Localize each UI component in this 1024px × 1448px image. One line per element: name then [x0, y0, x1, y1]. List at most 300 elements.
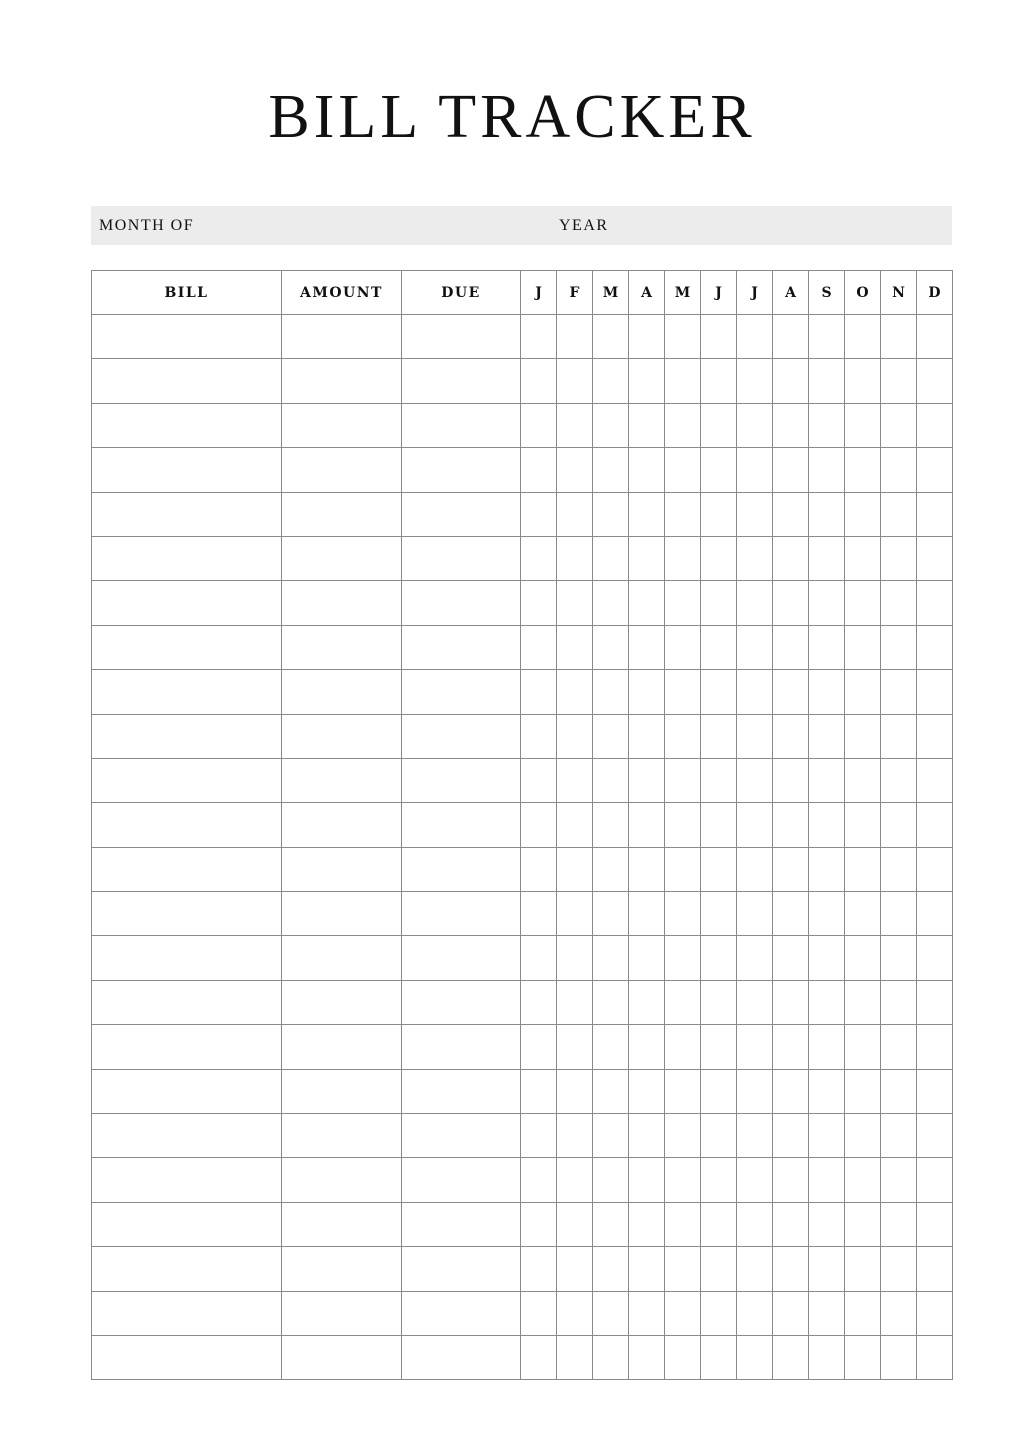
- bill-cell[interactable]: [92, 936, 282, 980]
- amount-cell[interactable]: [282, 670, 402, 714]
- jan-cell[interactable]: [521, 359, 557, 403]
- oct-cell[interactable]: [845, 892, 881, 936]
- sep-cell[interactable]: [809, 1114, 845, 1158]
- may-cell[interactable]: [665, 581, 701, 625]
- aug-cell[interactable]: [773, 803, 809, 847]
- apr-cell[interactable]: [629, 670, 665, 714]
- feb-cell[interactable]: [557, 936, 593, 980]
- due-cell[interactable]: [402, 581, 521, 625]
- may-cell[interactable]: [665, 403, 701, 447]
- nov-cell[interactable]: [881, 1247, 917, 1291]
- feb-cell[interactable]: [557, 581, 593, 625]
- amount-cell[interactable]: [282, 1114, 402, 1158]
- oct-cell[interactable]: [845, 1247, 881, 1291]
- jan-cell[interactable]: [521, 492, 557, 536]
- jun-cell[interactable]: [701, 803, 737, 847]
- mar-cell[interactable]: [593, 892, 629, 936]
- oct-cell[interactable]: [845, 847, 881, 891]
- apr-cell[interactable]: [629, 359, 665, 403]
- due-cell[interactable]: [402, 1158, 521, 1202]
- dec-cell[interactable]: [917, 1202, 953, 1246]
- feb-cell[interactable]: [557, 315, 593, 359]
- dec-cell[interactable]: [917, 492, 953, 536]
- due-cell[interactable]: [402, 758, 521, 802]
- due-cell[interactable]: [402, 315, 521, 359]
- feb-cell[interactable]: [557, 892, 593, 936]
- oct-cell[interactable]: [845, 448, 881, 492]
- jul-cell[interactable]: [737, 670, 773, 714]
- nov-cell[interactable]: [881, 1335, 917, 1379]
- amount-cell[interactable]: [282, 714, 402, 758]
- mar-cell[interactable]: [593, 758, 629, 802]
- bill-cell[interactable]: [92, 581, 282, 625]
- sep-cell[interactable]: [809, 670, 845, 714]
- jun-cell[interactable]: [701, 1025, 737, 1069]
- aug-cell[interactable]: [773, 1158, 809, 1202]
- jun-cell[interactable]: [701, 847, 737, 891]
- jan-cell[interactable]: [521, 803, 557, 847]
- bill-cell[interactable]: [92, 803, 282, 847]
- may-cell[interactable]: [665, 359, 701, 403]
- aug-cell[interactable]: [773, 359, 809, 403]
- feb-cell[interactable]: [557, 847, 593, 891]
- apr-cell[interactable]: [629, 758, 665, 802]
- apr-cell[interactable]: [629, 980, 665, 1024]
- bill-cell[interactable]: [92, 1335, 282, 1379]
- bill-cell[interactable]: [92, 980, 282, 1024]
- aug-cell[interactable]: [773, 670, 809, 714]
- feb-cell[interactable]: [557, 1202, 593, 1246]
- may-cell[interactable]: [665, 1158, 701, 1202]
- jun-cell[interactable]: [701, 1202, 737, 1246]
- jun-cell[interactable]: [701, 892, 737, 936]
- mar-cell[interactable]: [593, 1114, 629, 1158]
- dec-cell[interactable]: [917, 403, 953, 447]
- jul-cell[interactable]: [737, 1202, 773, 1246]
- aug-cell[interactable]: [773, 1069, 809, 1113]
- bill-cell[interactable]: [92, 714, 282, 758]
- due-cell[interactable]: [402, 403, 521, 447]
- apr-cell[interactable]: [629, 403, 665, 447]
- due-cell[interactable]: [402, 536, 521, 580]
- jul-cell[interactable]: [737, 1335, 773, 1379]
- apr-cell[interactable]: [629, 448, 665, 492]
- aug-cell[interactable]: [773, 448, 809, 492]
- feb-cell[interactable]: [557, 803, 593, 847]
- jul-cell[interactable]: [737, 1114, 773, 1158]
- oct-cell[interactable]: [845, 758, 881, 802]
- bill-cell[interactable]: [92, 403, 282, 447]
- dec-cell[interactable]: [917, 1114, 953, 1158]
- dec-cell[interactable]: [917, 847, 953, 891]
- amount-cell[interactable]: [282, 448, 402, 492]
- amount-cell[interactable]: [282, 1247, 402, 1291]
- jan-cell[interactable]: [521, 1025, 557, 1069]
- nov-cell[interactable]: [881, 670, 917, 714]
- amount-cell[interactable]: [282, 1291, 402, 1335]
- may-cell[interactable]: [665, 1025, 701, 1069]
- mar-cell[interactable]: [593, 803, 629, 847]
- sep-cell[interactable]: [809, 1247, 845, 1291]
- feb-cell[interactable]: [557, 1025, 593, 1069]
- nov-cell[interactable]: [881, 847, 917, 891]
- jun-cell[interactable]: [701, 492, 737, 536]
- dec-cell[interactable]: [917, 803, 953, 847]
- aug-cell[interactable]: [773, 492, 809, 536]
- oct-cell[interactable]: [845, 714, 881, 758]
- jan-cell[interactable]: [521, 758, 557, 802]
- apr-cell[interactable]: [629, 847, 665, 891]
- oct-cell[interactable]: [845, 1291, 881, 1335]
- mar-cell[interactable]: [593, 581, 629, 625]
- jan-cell[interactable]: [521, 670, 557, 714]
- oct-cell[interactable]: [845, 625, 881, 669]
- may-cell[interactable]: [665, 536, 701, 580]
- jan-cell[interactable]: [521, 1069, 557, 1113]
- dec-cell[interactable]: [917, 1069, 953, 1113]
- amount-cell[interactable]: [282, 403, 402, 447]
- nov-cell[interactable]: [881, 1069, 917, 1113]
- apr-cell[interactable]: [629, 1025, 665, 1069]
- amount-cell[interactable]: [282, 1202, 402, 1246]
- oct-cell[interactable]: [845, 803, 881, 847]
- oct-cell[interactable]: [845, 315, 881, 359]
- oct-cell[interactable]: [845, 936, 881, 980]
- may-cell[interactable]: [665, 1069, 701, 1113]
- feb-cell[interactable]: [557, 1158, 593, 1202]
- aug-cell[interactable]: [773, 892, 809, 936]
- mar-cell[interactable]: [593, 847, 629, 891]
- dec-cell[interactable]: [917, 758, 953, 802]
- jan-cell[interactable]: [521, 714, 557, 758]
- oct-cell[interactable]: [845, 980, 881, 1024]
- jul-cell[interactable]: [737, 581, 773, 625]
- sep-cell[interactable]: [809, 847, 845, 891]
- nov-cell[interactable]: [881, 403, 917, 447]
- sep-cell[interactable]: [809, 1202, 845, 1246]
- feb-cell[interactable]: [557, 980, 593, 1024]
- jul-cell[interactable]: [737, 980, 773, 1024]
- amount-cell[interactable]: [282, 625, 402, 669]
- due-cell[interactable]: [402, 448, 521, 492]
- dec-cell[interactable]: [917, 1247, 953, 1291]
- may-cell[interactable]: [665, 1202, 701, 1246]
- oct-cell[interactable]: [845, 1335, 881, 1379]
- aug-cell[interactable]: [773, 581, 809, 625]
- may-cell[interactable]: [665, 847, 701, 891]
- bill-cell[interactable]: [92, 625, 282, 669]
- jun-cell[interactable]: [701, 403, 737, 447]
- aug-cell[interactable]: [773, 1247, 809, 1291]
- feb-cell[interactable]: [557, 714, 593, 758]
- jul-cell[interactable]: [737, 359, 773, 403]
- sep-cell[interactable]: [809, 980, 845, 1024]
- apr-cell[interactable]: [629, 492, 665, 536]
- nov-cell[interactable]: [881, 1291, 917, 1335]
- jul-cell[interactable]: [737, 758, 773, 802]
- oct-cell[interactable]: [845, 1158, 881, 1202]
- jun-cell[interactable]: [701, 1114, 737, 1158]
- apr-cell[interactable]: [629, 1069, 665, 1113]
- jan-cell[interactable]: [521, 847, 557, 891]
- oct-cell[interactable]: [845, 1069, 881, 1113]
- jan-cell[interactable]: [521, 581, 557, 625]
- mar-cell[interactable]: [593, 714, 629, 758]
- feb-cell[interactable]: [557, 359, 593, 403]
- due-cell[interactable]: [402, 1335, 521, 1379]
- aug-cell[interactable]: [773, 936, 809, 980]
- jan-cell[interactable]: [521, 936, 557, 980]
- may-cell[interactable]: [665, 936, 701, 980]
- oct-cell[interactable]: [845, 1114, 881, 1158]
- may-cell[interactable]: [665, 758, 701, 802]
- feb-cell[interactable]: [557, 1335, 593, 1379]
- amount-cell[interactable]: [282, 1335, 402, 1379]
- sep-cell[interactable]: [809, 892, 845, 936]
- mar-cell[interactable]: [593, 1158, 629, 1202]
- apr-cell[interactable]: [629, 1158, 665, 1202]
- bill-cell[interactable]: [92, 847, 282, 891]
- sep-cell[interactable]: [809, 803, 845, 847]
- due-cell[interactable]: [402, 1069, 521, 1113]
- may-cell[interactable]: [665, 492, 701, 536]
- oct-cell[interactable]: [845, 1202, 881, 1246]
- jun-cell[interactable]: [701, 536, 737, 580]
- apr-cell[interactable]: [629, 803, 665, 847]
- bill-cell[interactable]: [92, 1247, 282, 1291]
- jan-cell[interactable]: [521, 1291, 557, 1335]
- oct-cell[interactable]: [845, 492, 881, 536]
- dec-cell[interactable]: [917, 1025, 953, 1069]
- jul-cell[interactable]: [737, 448, 773, 492]
- sep-cell[interactable]: [809, 359, 845, 403]
- due-cell[interactable]: [402, 892, 521, 936]
- feb-cell[interactable]: [557, 1114, 593, 1158]
- jan-cell[interactable]: [521, 1114, 557, 1158]
- bill-cell[interactable]: [92, 359, 282, 403]
- apr-cell[interactable]: [629, 1291, 665, 1335]
- may-cell[interactable]: [665, 625, 701, 669]
- nov-cell[interactable]: [881, 714, 917, 758]
- jun-cell[interactable]: [701, 1335, 737, 1379]
- may-cell[interactable]: [665, 1335, 701, 1379]
- apr-cell[interactable]: [629, 315, 665, 359]
- jan-cell[interactable]: [521, 980, 557, 1024]
- mar-cell[interactable]: [593, 1069, 629, 1113]
- may-cell[interactable]: [665, 892, 701, 936]
- bill-cell[interactable]: [92, 315, 282, 359]
- sep-cell[interactable]: [809, 758, 845, 802]
- due-cell[interactable]: [402, 1291, 521, 1335]
- aug-cell[interactable]: [773, 1025, 809, 1069]
- jun-cell[interactable]: [701, 581, 737, 625]
- jan-cell[interactable]: [521, 625, 557, 669]
- sep-cell[interactable]: [809, 1069, 845, 1113]
- jun-cell[interactable]: [701, 980, 737, 1024]
- dec-cell[interactable]: [917, 714, 953, 758]
- mar-cell[interactable]: [593, 1335, 629, 1379]
- jan-cell[interactable]: [521, 1202, 557, 1246]
- nov-cell[interactable]: [881, 936, 917, 980]
- mar-cell[interactable]: [593, 359, 629, 403]
- due-cell[interactable]: [402, 847, 521, 891]
- aug-cell[interactable]: [773, 1335, 809, 1379]
- apr-cell[interactable]: [629, 1335, 665, 1379]
- aug-cell[interactable]: [773, 1291, 809, 1335]
- jul-cell[interactable]: [737, 492, 773, 536]
- dec-cell[interactable]: [917, 1335, 953, 1379]
- jun-cell[interactable]: [701, 448, 737, 492]
- nov-cell[interactable]: [881, 758, 917, 802]
- may-cell[interactable]: [665, 670, 701, 714]
- sep-cell[interactable]: [809, 1025, 845, 1069]
- jun-cell[interactable]: [701, 936, 737, 980]
- bill-cell[interactable]: [92, 670, 282, 714]
- jul-cell[interactable]: [737, 1158, 773, 1202]
- apr-cell[interactable]: [629, 936, 665, 980]
- mar-cell[interactable]: [593, 1291, 629, 1335]
- sep-cell[interactable]: [809, 403, 845, 447]
- nov-cell[interactable]: [881, 492, 917, 536]
- bill-cell[interactable]: [92, 892, 282, 936]
- may-cell[interactable]: [665, 714, 701, 758]
- aug-cell[interactable]: [773, 847, 809, 891]
- nov-cell[interactable]: [881, 359, 917, 403]
- due-cell[interactable]: [402, 980, 521, 1024]
- bill-cell[interactable]: [92, 536, 282, 580]
- bill-cell[interactable]: [92, 1291, 282, 1335]
- sep-cell[interactable]: [809, 448, 845, 492]
- feb-cell[interactable]: [557, 536, 593, 580]
- jul-cell[interactable]: [737, 1025, 773, 1069]
- mar-cell[interactable]: [593, 625, 629, 669]
- may-cell[interactable]: [665, 315, 701, 359]
- dec-cell[interactable]: [917, 315, 953, 359]
- mar-cell[interactable]: [593, 1202, 629, 1246]
- amount-cell[interactable]: [282, 492, 402, 536]
- apr-cell[interactable]: [629, 581, 665, 625]
- amount-cell[interactable]: [282, 536, 402, 580]
- amount-cell[interactable]: [282, 1025, 402, 1069]
- jul-cell[interactable]: [737, 847, 773, 891]
- bill-cell[interactable]: [92, 1025, 282, 1069]
- jun-cell[interactable]: [701, 625, 737, 669]
- sep-cell[interactable]: [809, 492, 845, 536]
- sep-cell[interactable]: [809, 625, 845, 669]
- bill-cell[interactable]: [92, 758, 282, 802]
- jun-cell[interactable]: [701, 1291, 737, 1335]
- nov-cell[interactable]: [881, 980, 917, 1024]
- feb-cell[interactable]: [557, 1069, 593, 1113]
- mar-cell[interactable]: [593, 1025, 629, 1069]
- due-cell[interactable]: [402, 1247, 521, 1291]
- amount-cell[interactable]: [282, 1069, 402, 1113]
- nov-cell[interactable]: [881, 803, 917, 847]
- aug-cell[interactable]: [773, 403, 809, 447]
- due-cell[interactable]: [402, 803, 521, 847]
- bill-cell[interactable]: [92, 1158, 282, 1202]
- aug-cell[interactable]: [773, 1202, 809, 1246]
- feb-cell[interactable]: [557, 758, 593, 802]
- nov-cell[interactable]: [881, 625, 917, 669]
- jan-cell[interactable]: [521, 536, 557, 580]
- apr-cell[interactable]: [629, 625, 665, 669]
- dec-cell[interactable]: [917, 359, 953, 403]
- mar-cell[interactable]: [593, 492, 629, 536]
- due-cell[interactable]: [402, 714, 521, 758]
- jun-cell[interactable]: [701, 758, 737, 802]
- feb-cell[interactable]: [557, 448, 593, 492]
- may-cell[interactable]: [665, 1247, 701, 1291]
- nov-cell[interactable]: [881, 315, 917, 359]
- jun-cell[interactable]: [701, 714, 737, 758]
- due-cell[interactable]: [402, 936, 521, 980]
- amount-cell[interactable]: [282, 803, 402, 847]
- aug-cell[interactable]: [773, 980, 809, 1024]
- dec-cell[interactable]: [917, 892, 953, 936]
- amount-cell[interactable]: [282, 936, 402, 980]
- mar-cell[interactable]: [593, 980, 629, 1024]
- jul-cell[interactable]: [737, 403, 773, 447]
- jul-cell[interactable]: [737, 1069, 773, 1113]
- oct-cell[interactable]: [845, 536, 881, 580]
- feb-cell[interactable]: [557, 1247, 593, 1291]
- due-cell[interactable]: [402, 625, 521, 669]
- sep-cell[interactable]: [809, 315, 845, 359]
- nov-cell[interactable]: [881, 892, 917, 936]
- oct-cell[interactable]: [845, 581, 881, 625]
- mar-cell[interactable]: [593, 403, 629, 447]
- due-cell[interactable]: [402, 670, 521, 714]
- due-cell[interactable]: [402, 492, 521, 536]
- feb-cell[interactable]: [557, 403, 593, 447]
- may-cell[interactable]: [665, 448, 701, 492]
- oct-cell[interactable]: [845, 670, 881, 714]
- jul-cell[interactable]: [737, 892, 773, 936]
- jul-cell[interactable]: [737, 536, 773, 580]
- jun-cell[interactable]: [701, 315, 737, 359]
- nov-cell[interactable]: [881, 1158, 917, 1202]
- may-cell[interactable]: [665, 1291, 701, 1335]
- dec-cell[interactable]: [917, 625, 953, 669]
- bill-cell[interactable]: [92, 1069, 282, 1113]
- mar-cell[interactable]: [593, 936, 629, 980]
- aug-cell[interactable]: [773, 1114, 809, 1158]
- bill-cell[interactable]: [92, 492, 282, 536]
- mar-cell[interactable]: [593, 670, 629, 714]
- apr-cell[interactable]: [629, 536, 665, 580]
- dec-cell[interactable]: [917, 1158, 953, 1202]
- bill-cell[interactable]: [92, 1202, 282, 1246]
- sep-cell[interactable]: [809, 714, 845, 758]
- jan-cell[interactable]: [521, 892, 557, 936]
- apr-cell[interactable]: [629, 892, 665, 936]
- sep-cell[interactable]: [809, 536, 845, 580]
- dec-cell[interactable]: [917, 980, 953, 1024]
- dec-cell[interactable]: [917, 536, 953, 580]
- dec-cell[interactable]: [917, 581, 953, 625]
- jun-cell[interactable]: [701, 359, 737, 403]
- nov-cell[interactable]: [881, 1202, 917, 1246]
- apr-cell[interactable]: [629, 1202, 665, 1246]
- sep-cell[interactable]: [809, 1291, 845, 1335]
- jan-cell[interactable]: [521, 315, 557, 359]
- feb-cell[interactable]: [557, 492, 593, 536]
- jul-cell[interactable]: [737, 315, 773, 359]
- jun-cell[interactable]: [701, 1158, 737, 1202]
- amount-cell[interactable]: [282, 892, 402, 936]
- feb-cell[interactable]: [557, 625, 593, 669]
